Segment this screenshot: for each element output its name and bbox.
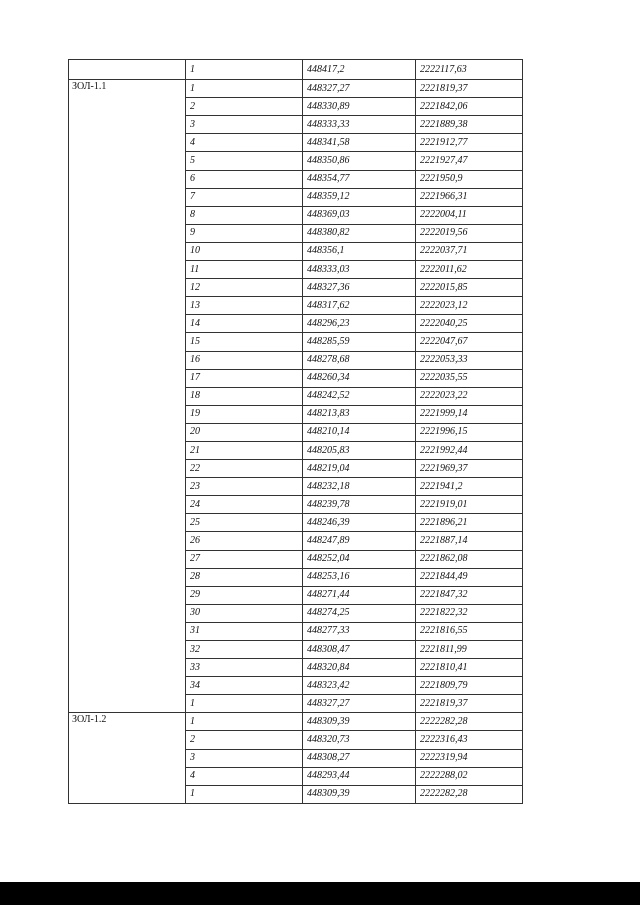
x-coordinate: 448309,39 — [303, 713, 416, 731]
x-coordinate: 448359,12 — [303, 188, 416, 206]
point-number: 14 — [186, 315, 303, 333]
y-coordinate: 2222023,22 — [416, 387, 523, 405]
point-number: 6 — [186, 170, 303, 188]
y-coordinate: 2221919,01 — [416, 496, 523, 514]
y-coordinate: 2221996,15 — [416, 423, 523, 441]
x-coordinate: 448277,33 — [303, 622, 416, 640]
point-number: 32 — [186, 641, 303, 659]
point-number: 5 — [186, 152, 303, 170]
point-number: 7 — [186, 188, 303, 206]
y-coordinate: 2222282,28 — [416, 785, 523, 803]
y-coordinate: 2221862,08 — [416, 550, 523, 568]
x-coordinate: 448369,03 — [303, 206, 416, 224]
y-coordinate: 2221819,37 — [416, 80, 523, 98]
x-coordinate: 448239,78 — [303, 496, 416, 514]
point-number: 1 — [186, 80, 303, 98]
zone-label: ЗОЛ-1.1 — [69, 80, 186, 713]
zone-label — [69, 60, 186, 80]
x-coordinate: 448333,33 — [303, 116, 416, 134]
point-number: 2 — [186, 731, 303, 749]
point-number: 1 — [186, 785, 303, 803]
y-coordinate: 2221819,37 — [416, 695, 523, 713]
y-coordinate: 2221816,55 — [416, 622, 523, 640]
x-coordinate: 448293,44 — [303, 767, 416, 785]
point-number: 29 — [186, 586, 303, 604]
point-number: 24 — [186, 496, 303, 514]
y-coordinate: 2222053,33 — [416, 351, 523, 369]
x-coordinate: 448213,83 — [303, 405, 416, 423]
point-number: 4 — [186, 767, 303, 785]
x-coordinate: 448327,36 — [303, 279, 416, 297]
x-coordinate: 448205,83 — [303, 441, 416, 459]
point-number: 15 — [186, 333, 303, 351]
point-number: 1 — [186, 695, 303, 713]
point-number: 4 — [186, 134, 303, 152]
y-coordinate: 2221966,31 — [416, 188, 523, 206]
y-coordinate: 2221999,14 — [416, 405, 523, 423]
y-coordinate: 2221887,14 — [416, 532, 523, 550]
y-coordinate: 2222117,63 — [416, 60, 523, 80]
x-coordinate: 448247,89 — [303, 532, 416, 550]
x-coordinate: 448327,27 — [303, 80, 416, 98]
y-coordinate: 2222015,85 — [416, 279, 523, 297]
y-coordinate: 2222037,71 — [416, 242, 523, 260]
y-coordinate: 2222282,28 — [416, 713, 523, 731]
x-coordinate: 448417,2 — [303, 60, 416, 80]
point-number: 17 — [186, 369, 303, 387]
coordinates-table-body — [69, 60, 523, 804]
point-number: 3 — [186, 749, 303, 767]
x-coordinate: 448252,04 — [303, 550, 416, 568]
table-row — [69, 60, 523, 80]
point-number: 20 — [186, 423, 303, 441]
point-number: 12 — [186, 279, 303, 297]
x-coordinate: 448242,52 — [303, 387, 416, 405]
x-coordinate: 448333,03 — [303, 261, 416, 279]
table-row — [69, 713, 523, 731]
y-coordinate: 2221811,99 — [416, 641, 523, 659]
y-coordinate: 2221842,06 — [416, 98, 523, 116]
x-coordinate: 448232,18 — [303, 478, 416, 496]
point-number: 31 — [186, 622, 303, 640]
y-coordinate: 2221810,41 — [416, 659, 523, 677]
y-coordinate: 2221912,77 — [416, 134, 523, 152]
point-number: 33 — [186, 659, 303, 677]
y-coordinate: 2221927,47 — [416, 152, 523, 170]
point-number: 23 — [186, 478, 303, 496]
y-coordinate: 2222023,12 — [416, 297, 523, 315]
point-number: 16 — [186, 351, 303, 369]
point-number: 3 — [186, 116, 303, 134]
x-coordinate: 448380,82 — [303, 224, 416, 242]
x-coordinate: 448356,1 — [303, 242, 416, 260]
x-coordinate: 448317,62 — [303, 297, 416, 315]
point-number: 21 — [186, 441, 303, 459]
y-coordinate: 2221844,49 — [416, 568, 523, 586]
x-coordinate: 448278,68 — [303, 351, 416, 369]
x-coordinate: 448350,86 — [303, 152, 416, 170]
point-number: 2 — [186, 98, 303, 116]
x-coordinate: 448330,89 — [303, 98, 416, 116]
y-coordinate: 2222288,02 — [416, 767, 523, 785]
zone-label: ЗОЛ-1.2 — [69, 713, 186, 803]
y-coordinate: 2221822,32 — [416, 604, 523, 622]
point-number: 26 — [186, 532, 303, 550]
y-coordinate: 2221889,38 — [416, 116, 523, 134]
scan-bottom-edge — [0, 882, 640, 905]
table-row — [69, 80, 523, 98]
point-number: 19 — [186, 405, 303, 423]
point-number: 13 — [186, 297, 303, 315]
x-coordinate: 448323,42 — [303, 677, 416, 695]
x-coordinate: 448219,04 — [303, 460, 416, 478]
y-coordinate: 2222035,55 — [416, 369, 523, 387]
x-coordinate: 448210,14 — [303, 423, 416, 441]
y-coordinate: 2222047,67 — [416, 333, 523, 351]
point-number: 9 — [186, 224, 303, 242]
y-coordinate: 2221941,2 — [416, 478, 523, 496]
x-coordinate: 448308,47 — [303, 641, 416, 659]
x-coordinate: 448285,59 — [303, 333, 416, 351]
x-coordinate: 448253,16 — [303, 568, 416, 586]
x-coordinate: 448296,23 — [303, 315, 416, 333]
point-number: 18 — [186, 387, 303, 405]
point-number: 10 — [186, 242, 303, 260]
point-number: 22 — [186, 460, 303, 478]
x-coordinate: 448308,27 — [303, 749, 416, 767]
x-coordinate: 448246,39 — [303, 514, 416, 532]
x-coordinate: 448320,84 — [303, 659, 416, 677]
y-coordinate: 2221992,44 — [416, 441, 523, 459]
point-number: 1 — [186, 60, 303, 80]
y-coordinate: 2221847,32 — [416, 586, 523, 604]
x-coordinate: 448271,44 — [303, 586, 416, 604]
point-number: 27 — [186, 550, 303, 568]
x-coordinate: 448309,39 — [303, 785, 416, 803]
y-coordinate: 2221896,21 — [416, 514, 523, 532]
y-coordinate: 2221950,9 — [416, 170, 523, 188]
y-coordinate: 2222316,43 — [416, 731, 523, 749]
point-number: 11 — [186, 261, 303, 279]
x-coordinate: 448354,77 — [303, 170, 416, 188]
x-coordinate: 448274,25 — [303, 604, 416, 622]
point-number: 30 — [186, 604, 303, 622]
x-coordinate: 448341,58 — [303, 134, 416, 152]
point-number: 1 — [186, 713, 303, 731]
x-coordinate: 448327,27 — [303, 695, 416, 713]
point-number: 8 — [186, 206, 303, 224]
y-coordinate: 2221969,37 — [416, 460, 523, 478]
y-coordinate: 2222319,94 — [416, 749, 523, 767]
point-number: 25 — [186, 514, 303, 532]
y-coordinate: 2222011,62 — [416, 261, 523, 279]
x-coordinate: 448320,73 — [303, 731, 416, 749]
y-coordinate: 2222040,25 — [416, 315, 523, 333]
y-coordinate: 2222004,11 — [416, 206, 523, 224]
coordinates-table — [68, 59, 523, 804]
point-number: 34 — [186, 677, 303, 695]
y-coordinate: 2221809,79 — [416, 677, 523, 695]
y-coordinate: 2222019,56 — [416, 224, 523, 242]
x-coordinate: 448260,34 — [303, 369, 416, 387]
point-number: 28 — [186, 568, 303, 586]
